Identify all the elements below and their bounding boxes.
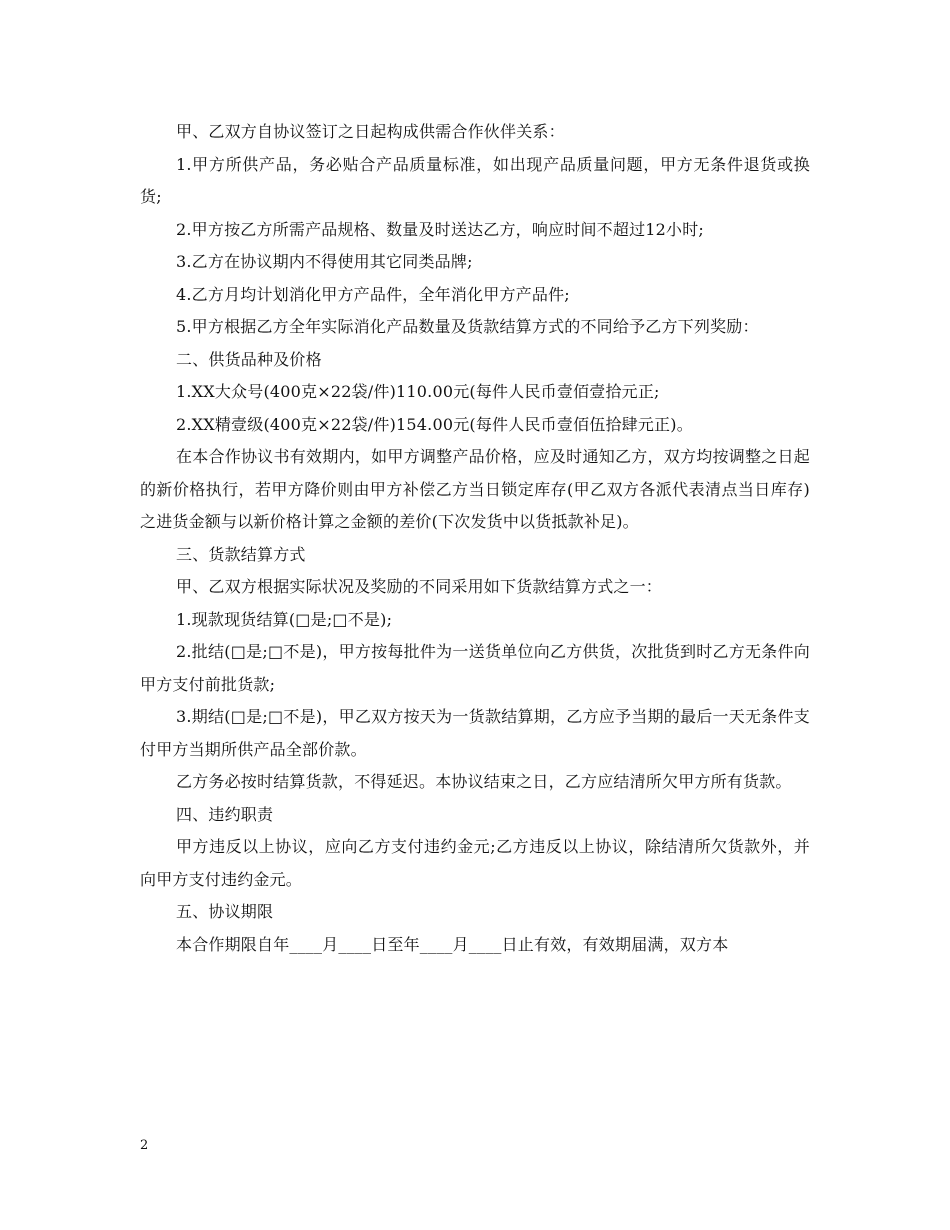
paragraph: 3.期结(□是;□不是)，甲乙双方按天为一货款结算期，乙方应予当期的最后一天无条件支付甲方当期所供产品全部价款。 xyxy=(140,707,810,759)
paragraph: 1.XX大众号(400克×22袋/件)110.00元(每件人民币壹佰壹拾元正; xyxy=(176,382,660,401)
paragraph: 2.XX精壹级(400克×22袋/件)154.00元(每件人民币壹佰伍拾肆元正)。 xyxy=(176,414,693,434)
paragraph: 2.甲方按乙方所需产品规格、数量及时送达乙方，响应时间不超过12小时; xyxy=(176,219,705,239)
section-heading: 四、违约职责 xyxy=(176,804,274,824)
paragraph: 3.乙方在协议期内不得使用其它同类品牌; xyxy=(176,252,473,271)
section-heading: 三、货款结算方式 xyxy=(176,544,306,564)
paragraph: 1.甲方所供产品，务必贴合产品质量标准，如出现产品质量问题，甲方无条件退货或换货; xyxy=(140,154,810,206)
paragraph: 甲方违反以上协议，应向乙方支付违约金元;乙方违反以上协议，除结清所欠货款外，并向甲方支付违约金元。 xyxy=(140,837,810,889)
paragraph: 在本合作协议书有效期内，如甲方调整产品价格，应及时通知乙方，双方均按调整之日起的新价格执行，若甲方降价则由甲方补偿乙方当日锁定库存(甲乙双方各派代表清点当日库存)之进货金额与以新价格计算之金额的差价(下次发货中以货抵款补足)。 xyxy=(140,447,810,531)
paragraph: 甲、乙双方根据实际状况及奖励的不同采用如下货款结算方式之一： xyxy=(176,577,663,596)
paragraph: 5.甲方根据乙方全年实际消化产品数量及货款结算方式的不同给予乙方下列奖励： xyxy=(176,317,759,336)
document-body xyxy=(140,116,810,961)
paragraph: 甲、乙双方自协议签订之日起构成供需合作伙伴关系： xyxy=(176,122,565,141)
paragraph: 4.乙方月均计划消化甲方产品件，全年消化甲方产品件; xyxy=(176,284,570,304)
paragraph: 本合作期限自年____月____日至年____月____日止有效，有效期届满，双方本 xyxy=(176,934,729,954)
paragraph: 1.现款现货结算(□是;□不是); xyxy=(176,609,393,629)
section-heading: 二、供货品种及价格 xyxy=(176,349,322,369)
page-number: 2 xyxy=(140,1138,149,1153)
section-heading: 五、协议期限 xyxy=(176,902,274,921)
paragraph: 2.批结(□是;□不是)，甲方按每批件为一送货单位向乙方供货，次批货到时乙方无条件向甲方支付前批货款; xyxy=(140,642,810,694)
paragraph: 乙方务必按时结算货款，不得延迟。本协议结束之日，乙方应结清所欠甲方所有货款。 xyxy=(176,772,792,791)
